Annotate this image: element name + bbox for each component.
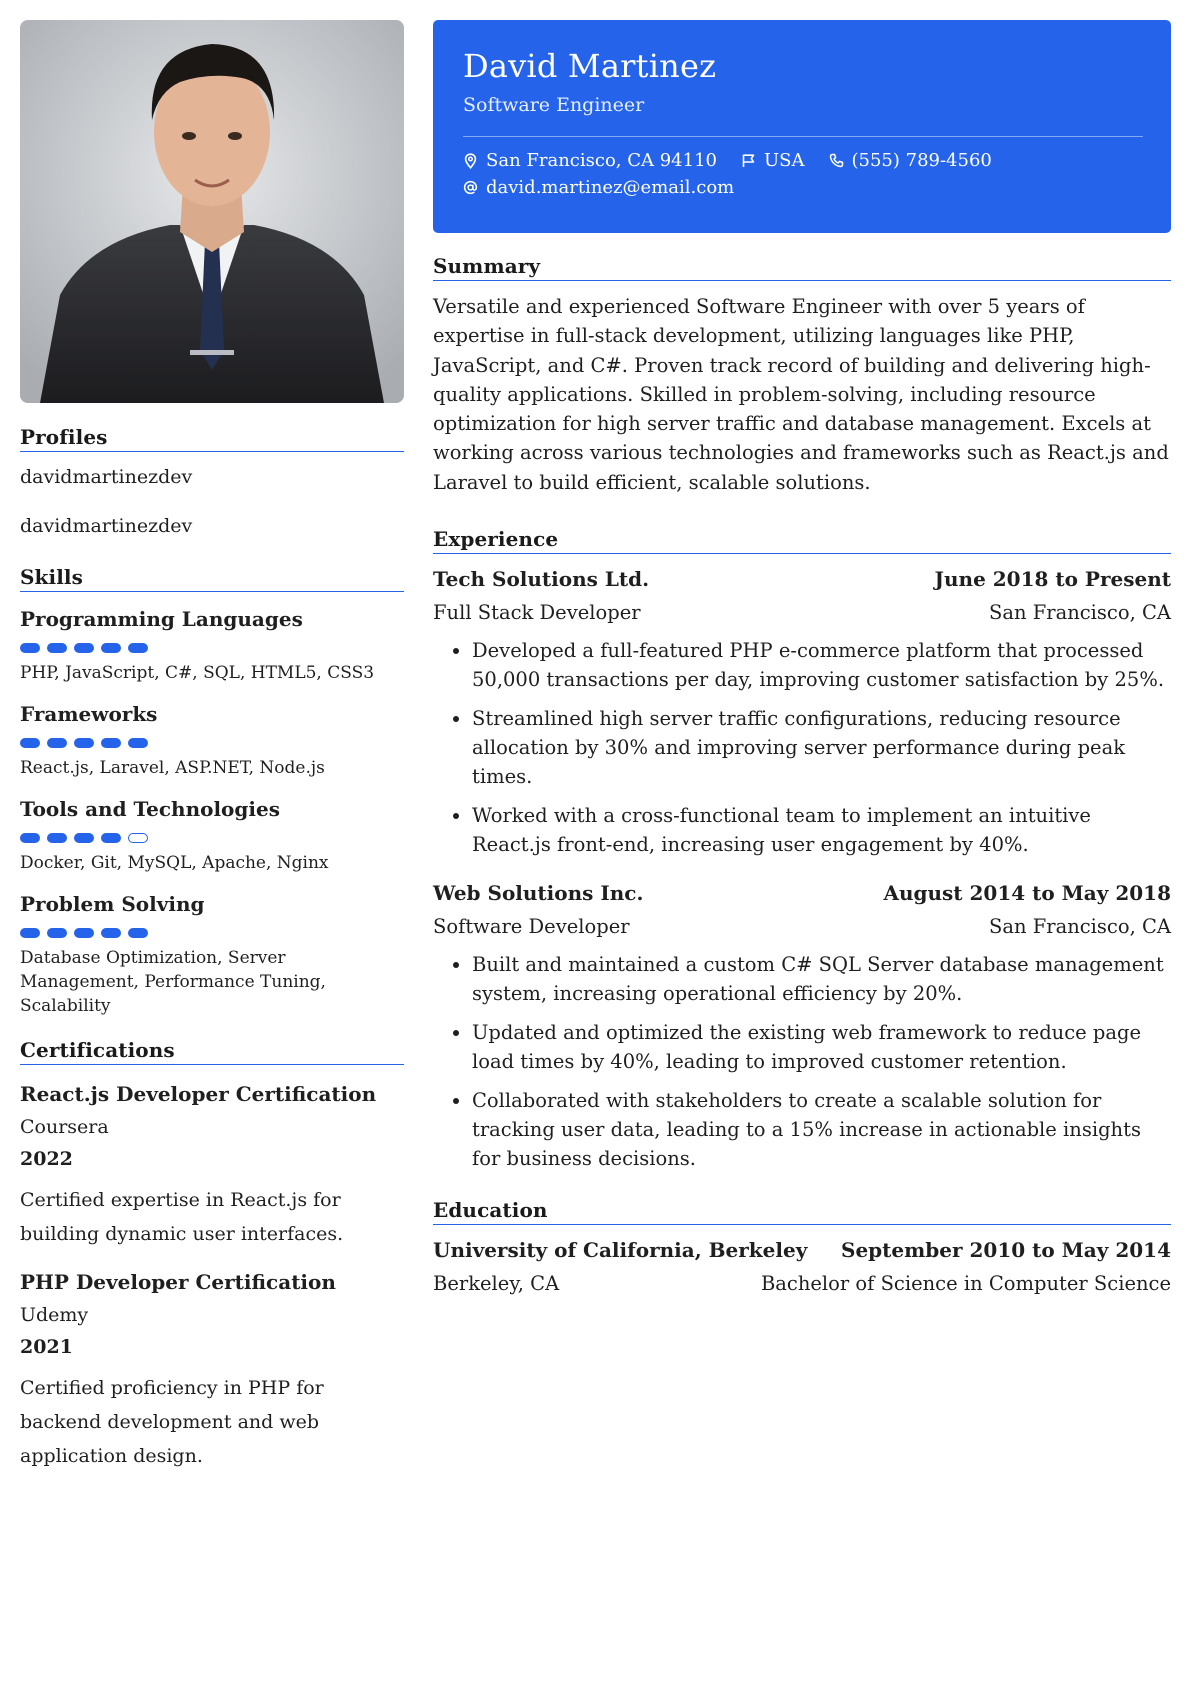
achievement-list: [433, 950, 1171, 1173]
experience-subheader-row: [433, 600, 1171, 626]
map-pin-icon: [463, 153, 478, 169]
certification-name: PHP Developer Certification: [20, 1270, 336, 1294]
skill-item: [20, 796, 404, 875]
experience-header-row: [433, 566, 1171, 592]
contact-list: [463, 149, 1143, 199]
skill-name: Problem Solving: [20, 892, 205, 916]
achievement-item: • Updated and optimized the existing web framework to reduce page load times by 40%, leading to improved customer retention.: [472, 1018, 1171, 1076]
achievement-item: • Built and maintained a custom C# SQL Server database management system, increasing operational efficiency by 20%.: [472, 950, 1171, 1008]
skill-level-dot-filled: [20, 738, 40, 748]
skill-level-meter: [20, 738, 404, 748]
summary-text: Versatile and experienced Software Engineer with over 5 years of expertise in full-stack development, utilizing languages like PHP, JavaScript, and C#. Proven track record of building and delivering high-quality applications. Skilled in problem-solving, including resource optimization for high server traffic and database management. Excels at working across various technologies and frameworks such as React.js and Laravel to build efficient, scalable solutions.: [433, 295, 1169, 494]
skill-level-meter: [20, 928, 404, 938]
skill-level-dot-filled: [101, 738, 121, 748]
skill-level-dot-filled: [47, 833, 67, 843]
profile-photo: [20, 20, 404, 403]
summary-section: [433, 254, 1171, 497]
header-divider: [463, 136, 1143, 137]
job-location: San Francisco, CA: [988, 601, 1171, 625]
experience-subheader-row: [433, 914, 1171, 940]
certification-summary: Certified proficiency in PHP for backend development and web application design.: [20, 1377, 324, 1467]
employment-dates: June 2018 to Present: [934, 567, 1171, 592]
skill-level-dot-filled: [74, 643, 94, 653]
experience-heading: Experience: [433, 527, 1171, 554]
contact-email[interactable]: [463, 176, 1119, 199]
skill-level-dot-filled: [47, 643, 67, 653]
skill-level-dot-filled: [47, 738, 67, 748]
skill-level-dot-filled: [74, 833, 94, 843]
achievement-item: • Developed a full-featured PHP e-commerce platform that processed 50,000 transactions per day, improving customer satisfaction by 25%.: [472, 636, 1171, 694]
flag-icon: [741, 153, 756, 168]
experience-item: [433, 566, 1171, 859]
job-location: San Francisco, CA: [988, 915, 1171, 939]
summary-heading: Summary: [433, 254, 1171, 281]
candidate-name: David Martinez: [463, 47, 717, 85]
employment-dates: August 2014 to May 2018: [883, 881, 1171, 906]
certification-name: React.js Developer Certification: [20, 1082, 377, 1106]
education-dates: September 2010 to May 2014: [841, 1238, 1171, 1263]
profiles-section: [20, 425, 404, 537]
certifications-section: [20, 1038, 404, 1473]
skill-item: [20, 701, 404, 780]
education-subheader-row: [433, 1271, 1171, 1297]
skills-heading: Skills: [20, 565, 404, 592]
skill-level-dot-filled: [128, 643, 148, 653]
achievement-item: • Collaborated with stakeholders to create a scalable solution for tracking user data, leading to a 15% increase in actionable insights for business decisions.: [472, 1086, 1171, 1173]
certification-item: [20, 1269, 404, 1473]
email-text: david.martinez@email.com: [486, 177, 735, 198]
certifications-heading: Certifications: [20, 1038, 404, 1065]
company-name: Tech Solutions Ltd.: [433, 567, 650, 592]
main-column: [433, 20, 1171, 1297]
education-header-row: [433, 1237, 1171, 1263]
education-section: [433, 1198, 1171, 1297]
skill-level-dot-filled: [128, 928, 148, 938]
certification-year: 2022: [20, 1148, 73, 1170]
contact-phone[interactable]: [829, 149, 992, 172]
skill-level-dot-filled: [74, 738, 94, 748]
company-name: Web Solutions Inc.: [433, 881, 644, 906]
skill-level-dot-filled: [20, 833, 40, 843]
education-heading: Education: [433, 1198, 1171, 1225]
at-sign-icon: [463, 180, 478, 195]
skill-level-dot-filled: [47, 928, 67, 938]
education-location: Berkeley, CA: [433, 1272, 560, 1296]
experience-item: [433, 880, 1171, 1173]
experience-header-row: [433, 880, 1171, 906]
skills-section: [20, 565, 404, 1018]
sidebar: [20, 20, 404, 1473]
degree-name: Bachelor of Science in Computer Science: [760, 1272, 1171, 1296]
skill-keywords: React.js, Laravel, ASP.NET, Node.js: [20, 758, 325, 778]
skill-level-dot-filled: [20, 643, 40, 653]
certification-item: [20, 1081, 404, 1251]
experience-section: [433, 527, 1171, 1173]
skill-name: Tools and Technologies: [20, 797, 280, 821]
skill-keywords: Docker, Git, MySQL, Apache, Nginx: [20, 853, 329, 873]
job-position: Full Stack Developer: [433, 601, 641, 625]
profile-username[interactable]: davidmartinezdev: [20, 515, 193, 537]
resume-header: [433, 20, 1171, 233]
candidate-headline: Software Engineer: [463, 94, 645, 116]
skill-name: Frameworks: [20, 702, 158, 726]
phone-icon: [829, 153, 844, 168]
profile-username[interactable]: davidmartinezdev: [20, 466, 193, 488]
skill-level-dot-filled: [128, 738, 148, 748]
contact-location: [463, 149, 717, 172]
certification-issuer: Udemy: [20, 1304, 89, 1326]
location-text: San Francisco, CA 94110: [486, 150, 717, 171]
skill-level-dot-filled: [74, 928, 94, 938]
skill-level-dot-filled: [101, 643, 121, 653]
skill-level-dot-filled: [101, 833, 121, 843]
achievement-item: • Streamlined high server traffic configurations, reducing resource allocation by 30% and improving server performance during peak times.: [472, 704, 1171, 791]
education-item: [433, 1237, 1171, 1297]
skill-level-meter: [20, 643, 404, 653]
skill-level-dot-filled: [101, 928, 121, 938]
certification-issuer: Coursera: [20, 1116, 109, 1138]
profiles-heading: Profiles: [20, 425, 404, 452]
skill-item: [20, 606, 404, 685]
skill-keywords: Database Optimization, Server Management, Performance Tuning, Scalability: [20, 948, 326, 1016]
phone-text: (555) 789-4560: [851, 150, 992, 171]
achievement-list: [433, 636, 1171, 859]
skill-level-meter: [20, 833, 404, 843]
achievement-item: • Worked with a cross-functional team to implement an intuitive React.js front-end, increasing user engagement by 40%.: [472, 801, 1171, 859]
skill-level-dot-empty: [128, 833, 148, 843]
skill-name: Programming Languages: [20, 607, 303, 631]
institution-name: University of California, Berkeley: [433, 1238, 808, 1263]
skill-level-dot-filled: [20, 928, 40, 938]
certification-year: 2021: [20, 1336, 73, 1358]
skill-keywords: PHP, JavaScript, C#, SQL, HTML5, CSS3: [20, 663, 375, 683]
skill-item: [20, 891, 404, 1018]
country-text: USA: [764, 150, 805, 171]
job-position: Software Developer: [433, 915, 630, 939]
contact-country: [741, 149, 805, 172]
certification-summary: Certified expertise in React.js for building dynamic user interfaces.: [20, 1189, 344, 1245]
